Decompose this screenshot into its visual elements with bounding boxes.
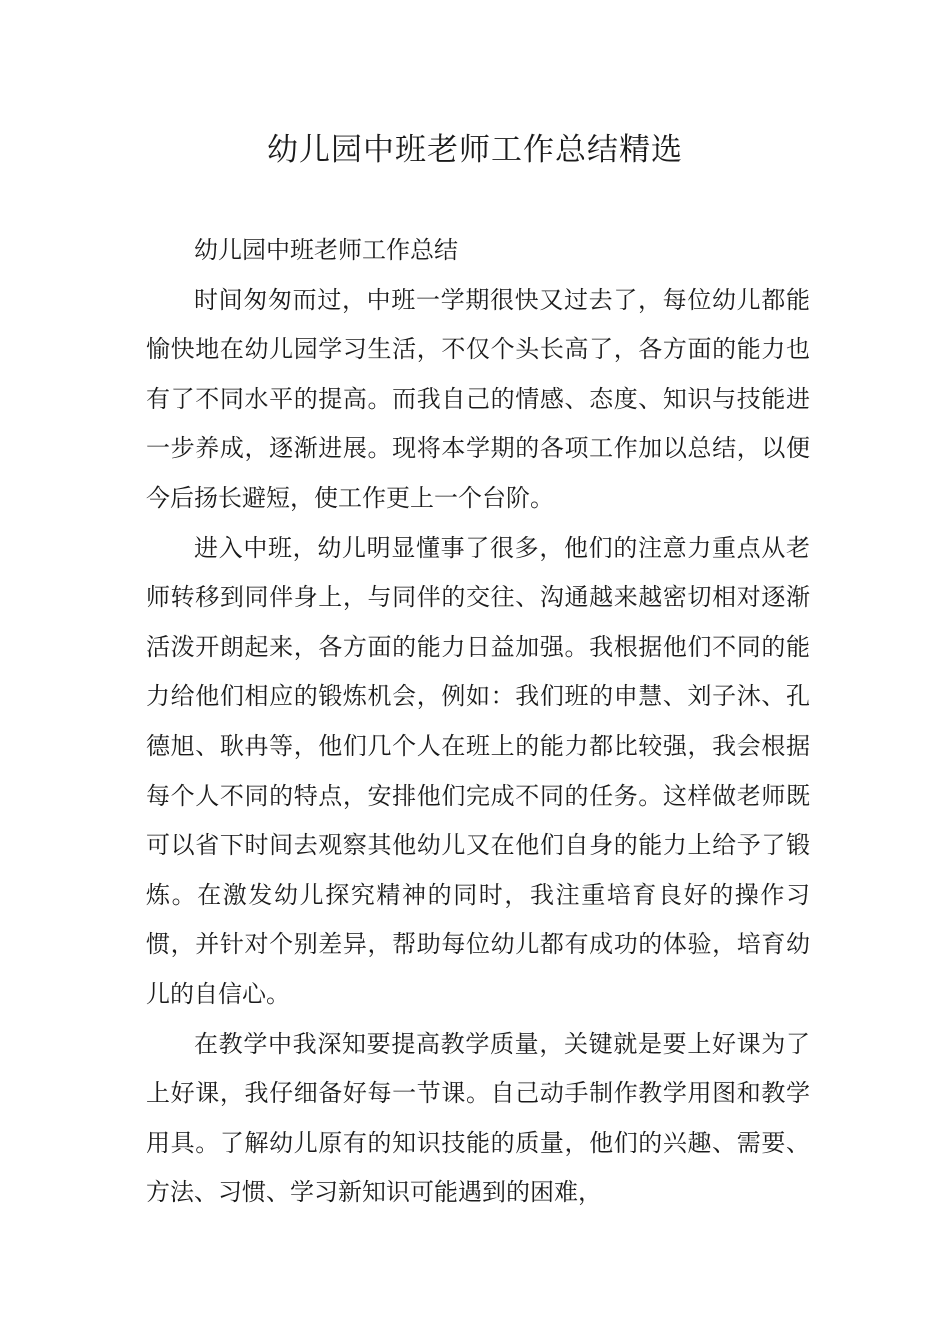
paragraph-3: 在教学中我深知要提高教学质量，关键就是要上好课为了上好课，我仔细备好每一节课。自己动手制作教学用图和教学用具。了解幼儿原有的知识技能的质量，他们的兴趣、需要、方法、习惯、学习新知识可能遇到的困难， xyxy=(146,1029,810,1207)
paragraph-2: 进入中班，幼儿明显懂事了很多，他们的注意力重点从老师转移到同伴身上，与同伴的交往、沟通越来越密切相对逐渐活泼开朗起来，各方面的能力日益加强。我根据他们不同的能力给他们相应的锻炼机会，例如：我们班的申慧、刘子沐、孔德旭、耿冉等，他们几个人在班上的能力都比较强，我会根据每个人不同的特点，安排他们完成不同的任务。这样做老师既可以省下时间去观察其他幼儿又在他们自身的能力上给予了锻炼。在激发幼儿探究精神的同时，我注重培育良好的操作习惯，并针对个别差异，帮助每位幼儿都有成功的体验，培育幼儿的自信心。 xyxy=(146,533,810,1008)
paragraph-1: 时间匆匆而过，中班一学期很快又过去了，每位幼儿都能愉快地在幼儿园学习生活，不仅个头长高了，各方面的能力也有了不同水平的提高。而我自己的情感、态度、知识与技能进一步养成，逐渐进展。现将本学期的各项工作加以总结，以便今后扬长避短，使工作更上一个台阶。 xyxy=(146,285,810,512)
section-subheading: 幼儿园中班老师工作总结 xyxy=(194,236,458,264)
document-title: 幼儿园中班老师工作总结精选 xyxy=(267,132,683,168)
document-body xyxy=(146,226,810,1218)
